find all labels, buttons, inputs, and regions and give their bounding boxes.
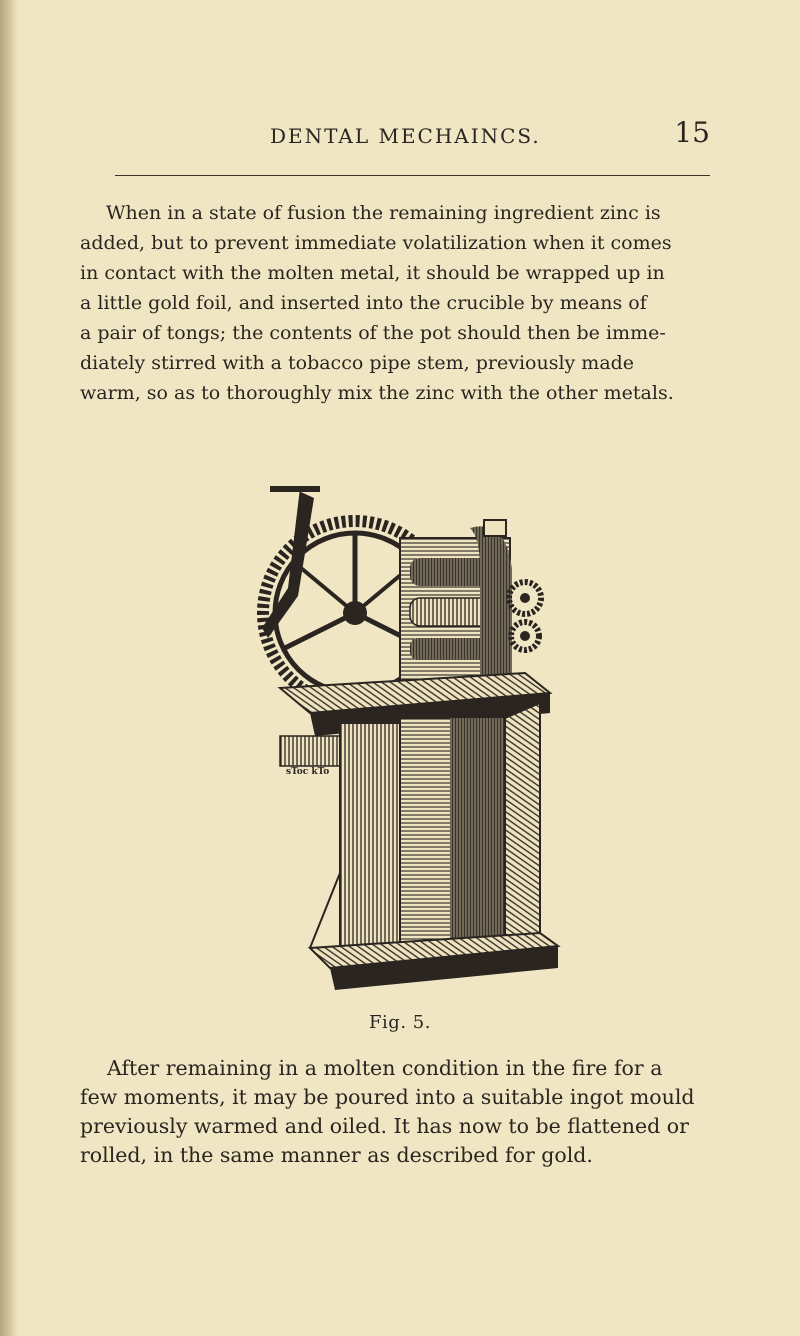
- crank-grip: [270, 486, 320, 492]
- running-head: DENTAL MECHAINCS.: [270, 124, 541, 148]
- base-brace: [310, 873, 340, 948]
- header-rule: [115, 175, 710, 176]
- page-edge-shadow: [0, 0, 18, 1336]
- figure-caption: Fig. 5.: [369, 1012, 431, 1033]
- page-header: [100, 118, 710, 158]
- paragraph-line: previously warmed and oiled. It has now to be flattened or: [80, 1114, 689, 1138]
- paragraph-line: When in a state of fusion the remaining ingredient zinc is: [106, 202, 661, 224]
- paragraph-line: After remaining in a molten condition in the fire for a: [107, 1056, 663, 1080]
- paragraph-line: diately stirred with a tobacco pipe stem, previously made: [80, 352, 635, 374]
- paragraph-line: warm, so as to thoroughly mix the zinc with the other metals.: [80, 382, 674, 404]
- paragraph-line: added, but to prevent immediate volatilization when it comes: [80, 232, 672, 254]
- paragraph-line: few moments, it may be poured into a suitable ingot mould: [80, 1085, 695, 1109]
- rolling-mill-illustration: [240, 478, 570, 1008]
- rolling-mill-engraving: [240, 478, 570, 1008]
- paragraph-line: rolled, in the same manner as described for gold.: [80, 1143, 593, 1167]
- paragraph-line: a pair of tongs; the contents of the pot should then be imme-: [80, 322, 666, 344]
- paragraph-line: in contact with the molten metal, it should be wrapped up in: [80, 262, 665, 284]
- page-number: 15: [674, 116, 710, 149]
- crank-handle: [262, 488, 314, 638]
- paragraph-2: [80, 1054, 715, 1170]
- svg-text:sToc kTo: sToc kTo: [286, 767, 330, 777]
- paragraph-1: [80, 198, 715, 408]
- pedestal-column: [340, 703, 540, 958]
- paragraph-line: a little gold foil, and inserted into the crucible by means of: [80, 292, 647, 314]
